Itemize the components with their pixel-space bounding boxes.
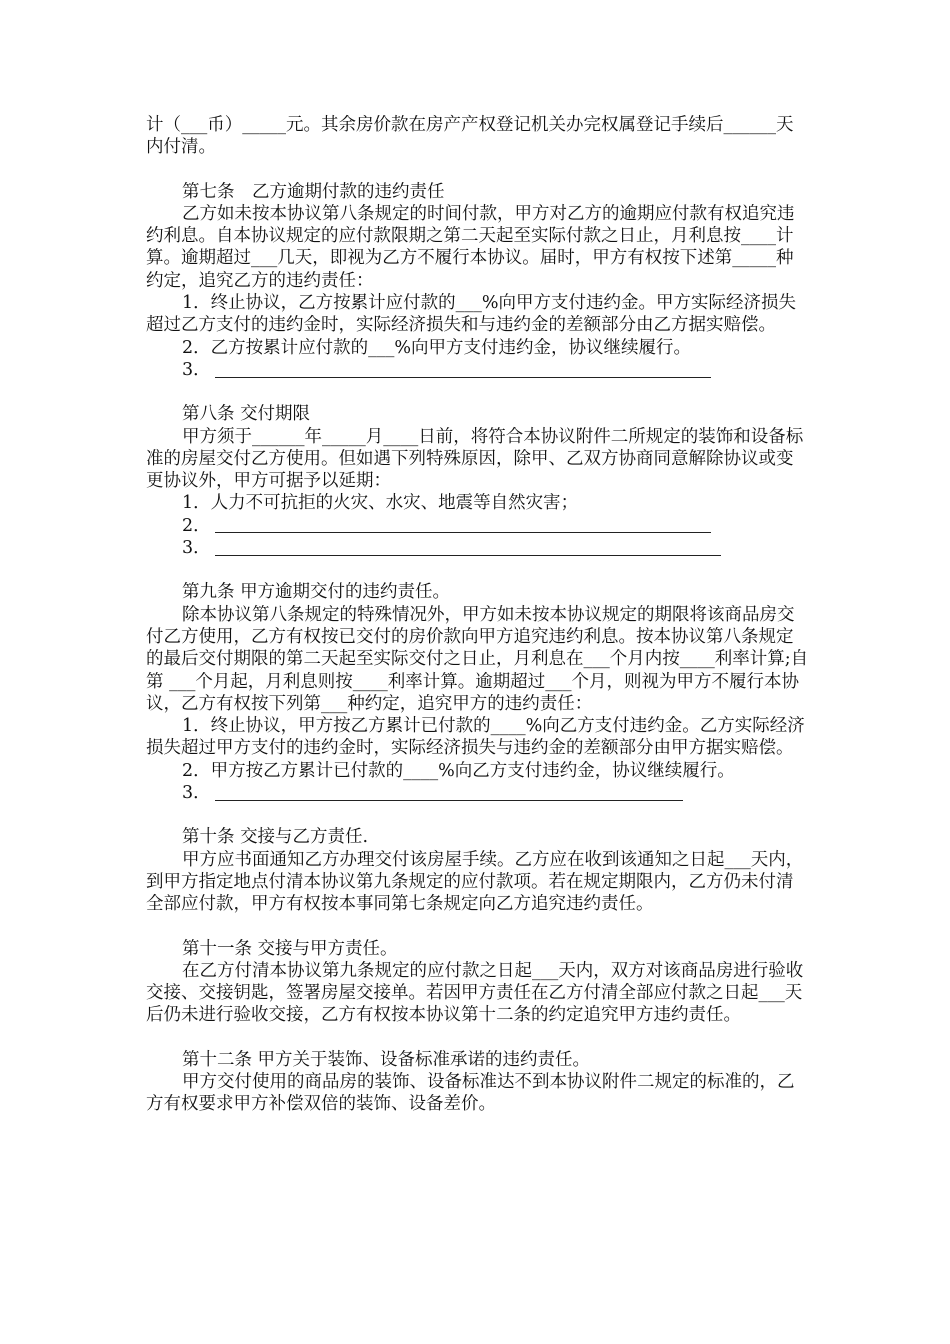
- section-8-item-1: 1．人力不可抗拒的火灾、水灾、地震等自然灾害；: [182, 493, 579, 514]
- section-7-body: 乙方如未按本协议第八条规定的时间付款，甲方对乙方的逾期应付款有权追究违约利息。自本协议规定的应付款限期之第二天起至实际付款之日止，月利息按____计算。逾期超过___几天，即视为乙方不履行本协议。届时，甲方有权按下述第_____种约定，追究乙方的违约责任：: [146, 203, 795, 291]
- spacer: [146, 1027, 810, 1049]
- section-9-item-3: [146, 782, 810, 804]
- contract-page: [146, 114, 810, 1116]
- section-10-body: 甲方应书面通知乙方办理交付该房屋手续。乙方应在收到该通知之日起___天内，到甲方指定地点付清本协议第九条规定的应付款项。若在规定期限内，乙方仍未付清全部应付款，甲方有权按本事同第七条规定向乙方追究违约责任。: [146, 849, 804, 915]
- item-number: 3．: [182, 538, 211, 559]
- section-9-body: 除本协议第八条规定的特殊情况外，甲方如未按本协议规定的期限将该商品房交付乙方使用，乙方有权按已交付的房价款向甲方追究违约利息。按本协议第八条规定的最后交付期限的第二天起至实际交付之日止，月利息在___个月内按____利率计算;自第 ___个月起，月利息则按____利率计算。逾期超过___个月，则视为甲方不履行本协议，乙方有权按下列第___种约定，追究甲方的违约责任：: [146, 604, 809, 714]
- section-7-item-3: [146, 359, 810, 381]
- section-10-heading: 第十条 交接与乙方责任.: [182, 827, 369, 848]
- item-number: 3．: [182, 783, 211, 804]
- spacer: [146, 916, 810, 938]
- blank-underline: [215, 363, 711, 378]
- item-number: 3．: [182, 359, 211, 380]
- section-9-item-1: 1．终止协议，甲方按乙方累计已付款的____%向乙方支付违约金。乙方实际经济损失超过甲方支付的违约金时，实际经济损失与违约金的差额部分由甲方据实赔偿。: [146, 716, 805, 759]
- section-7-item-2: 2．乙方按累计应付款的___%向甲方支付违约金，协议继续履行。: [182, 337, 692, 358]
- section-7-heading: 第七条 乙方逾期付款的违约责任: [182, 181, 445, 202]
- section-8-item-3: [146, 537, 810, 559]
- section-7-item-1: 1．终止协议，乙方按累计应付款的___%向甲方支付违约金。甲方实际经济损失超过乙方支付的违约金时，实际经济损失和与违约金的差额部分由乙方据实赔偿。: [146, 293, 797, 336]
- section-9-heading: 第九条 甲方逾期交付的违约责任。: [182, 582, 451, 603]
- spacer: [146, 559, 810, 581]
- blank-underline: [215, 541, 721, 556]
- item-number: 2．: [182, 515, 211, 536]
- blank-underline: [215, 786, 683, 801]
- section-9-item-2: 2．甲方按乙方累计已付款的____%向乙方支付违约金，协议继续履行。: [182, 760, 735, 781]
- section-8-heading: 第八条 交付期限: [182, 404, 311, 425]
- section-8-body: 甲方须于______年_____月____日前，将符合本协议附件二所规定的装饰和设备标准的房屋交付乙方使用。但如遇下列特殊原因，除甲、乙双方协商同意解除协议或变更协议外，甲方可据予以延期：: [146, 426, 804, 492]
- spacer: [146, 804, 810, 826]
- intro-paragraph: 计（___币）_____元。其余房价款在房产产权登记机关办完权属登记手续后______天内付清。: [146, 115, 794, 158]
- section-11-body: 在乙方付清本协议第九条规定的应付款之日起___天内，双方对该商品房进行验收交接、交接钥匙，签署房屋交接单。若因甲方责任在乙方付清全部应付款之日起___天后仍未进行验收交接，乙方有权按本协议第十二条的约定追究甲方违约责任。: [146, 960, 804, 1026]
- section-12-heading: 第十二条 甲方关于装饰、设备标准承诺的违约责任。: [182, 1049, 591, 1070]
- spacer: [146, 159, 810, 181]
- blank-underline: [215, 518, 711, 533]
- section-11-heading: 第十一条 交接与甲方责任。: [182, 938, 398, 959]
- section-8-item-2: [146, 515, 810, 537]
- section-12-body: 甲方交付使用的商品房的装饰、设备标准达不到本协议附件二规定的标准的，乙方有权要求甲方补偿双倍的装饰、设备差价。: [146, 1071, 795, 1115]
- spacer: [146, 381, 810, 403]
